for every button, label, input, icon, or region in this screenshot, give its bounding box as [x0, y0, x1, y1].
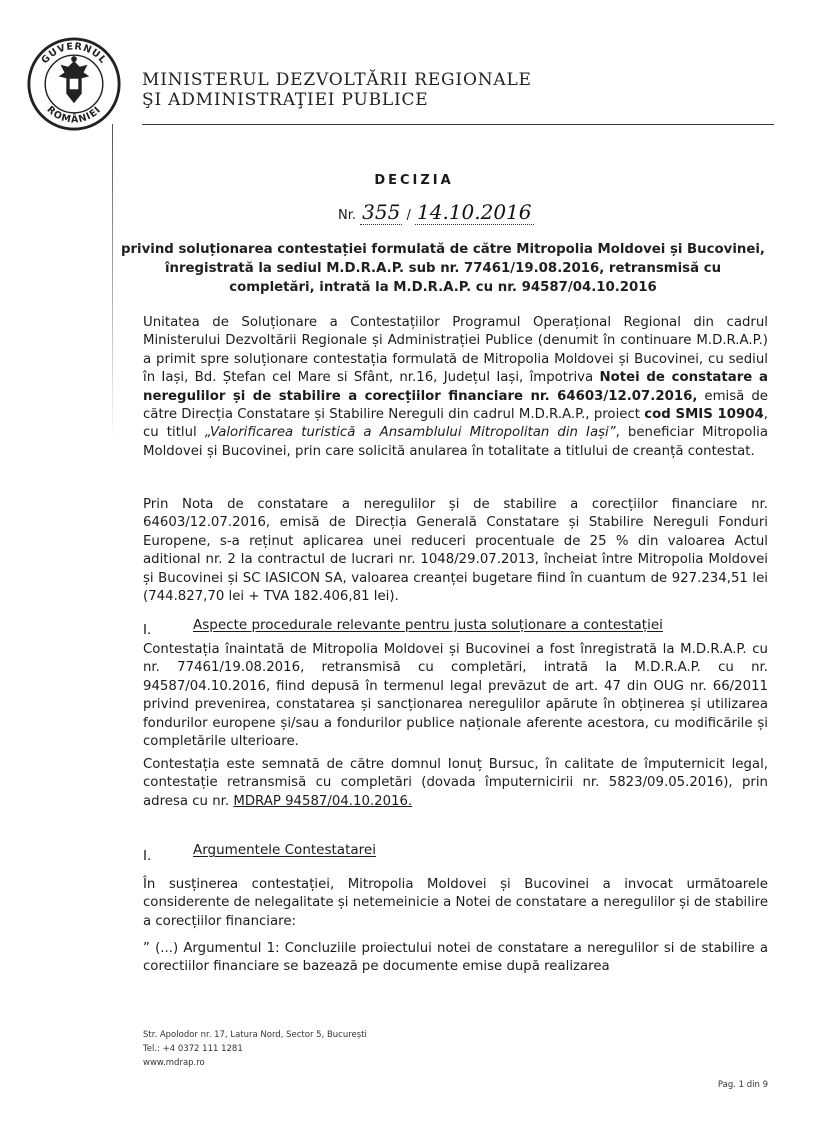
footer-address: Str. Apolodor nr. 17, Latura Nord, Sector 5, București — [143, 1030, 367, 1040]
section-2-number: I. — [143, 848, 152, 864]
handwritten-number: 355 — [362, 200, 401, 224]
page-number: Pag. 1 din 9 — [717, 1080, 768, 1090]
footer-phone: Tel.: +4 0372 111 1281 — [143, 1044, 243, 1054]
paragraph-note-summary: Prin Nota de constatare a neregulilor și de stabilire a corecțiilor financiare nr. 64603/12.07.2016, emisă de Direcția Generală Constatare și Stabilire Nereguli Fonduri Europene, s-a reținut aplicarea unei reduceri procentuale de 25 % din valoarea Actul aditional nr. 2 la contractul de lucrari nr. 1048/29.07.2013, încheiat între Mitropolia Moldovei și Bucovinei și SC IASICON SA, valoarea creanței bugetare fiind în cuantum de 927.234,51 lei (744.827,70 lei + TVA 182.406,81 lei). — [143, 497, 768, 605]
svg-text:ROMÂNIEI: ROMÂNIEI — [44, 104, 104, 126]
government-seal-logo — [26, 36, 122, 132]
footer-website: www.mdrap.ro — [143, 1058, 205, 1068]
side-divider — [112, 124, 113, 444]
p1-text-g: , beneficiar Mitropolia Moldovei și Bucovinei, prin care solicită anularea în totalitate a titlului de creanță contestat. — [143, 425, 768, 459]
paragraph-argument-1: ” (...) Argumentul 1: Concluziile proiectului notei de constatare a neregulilor si de stabilire a corectiilor financiare se bazează pe documente emise după realizarea — [143, 941, 768, 975]
p4-address-reference: MDRAP 94587/04.10.2016. — [233, 793, 413, 809]
document-title: DECIZIA — [374, 173, 454, 188]
p1-text-e: , cu titlul — [143, 407, 768, 441]
section-1-number: I. — [143, 622, 152, 638]
decision-subject: privind soluționarea contestației formulată de către Mitropolia Moldovei și Bucovinei, înregistrată la sediul M.D.R.A.P. sub nr. 77461/19.08.2016, retransmisă cu completări, intrată la M.D.R.A.P. cu nr. 94587/04.10.2016 — [120, 242, 765, 295]
header-divider — [142, 124, 774, 125]
section-1-title: Aspecte procedurale relevante pentru justa soluționare a contestației — [193, 617, 663, 633]
p1-text-c: emisă de către Direcția Constatare și Stabilire Nereguli din cadrul M.D.R.A.P., proiect — [143, 388, 768, 423]
p1-smis-code: cod SMIS 10904 — [644, 407, 764, 423]
p1-project-title: „Valorificarea turistică a Ansamblului Mitropolitan din Iași” — [204, 425, 616, 441]
ministry-name-line-2: ŞI ADMINISTRAŢIEI PUBLICE — [142, 90, 429, 110]
ministry-name-line-1: MINISTERUL DEZVOLTĂRII REGIONALE — [142, 70, 532, 90]
paragraph-intro — [143, 314, 768, 461]
svg-text:GUVERNUL: GUVERNUL — [39, 41, 109, 67]
paragraph-arguments-intro: În susținerea contestației, Mitropolia Moldovei și Bucovinei a invocat următoarele considerente de nelegalitate și netemeinicie a Notei de constatare a neregulilor și de stabilire a corecțiilor financiare: — [143, 877, 768, 929]
p1-note-reference: Notei de constatare a neregulilor și de stabilire a corecțiilor financiare nr. 64603/12.07.2016, — [143, 370, 768, 404]
paragraph-signature — [143, 756, 768, 811]
p4-text-a: Contestația este semnată de către domnul Ionuț Bursuc, în calitate de împuternicit legal, contestație retransmisă cu completări (dovada împuternicirii nr. 5823/09.05.2016), prin adresa cu nr. — [143, 757, 768, 809]
nr-separator: / — [406, 208, 411, 223]
decision-number-line — [338, 200, 534, 225]
handwritten-date: 14.10.2016 — [417, 200, 532, 224]
nr-label: Nr. — [338, 208, 357, 223]
paragraph-procedural: Contestația înaintată de Mitropolia Moldovei și Bucovinei a fost înregistrată la M.D.R.A.P. cu nr. 77461/19.08.2016, retransmisă cu completări, intrată la M.D.R.A.P. cu nr. 94587/04.10.2016, fiind depusă în termenul legal prevăzut de art. 47 din OUG nr. 66/2011 privind prevenirea, constatarea și sancționarea neregulilor apărute în obținerea și utilizarea fondurilor europene și/sau a fondurilor publice naționale aferente acestora, cu modificările și completările ulterioare. — [143, 642, 768, 750]
section-2-title: Argumentele Contestatarei — [193, 842, 376, 858]
p1-text-a: Unitatea de Soluționare a Contestațiilor Programul Operațional Regional din cadrul Ministerului Dezvoltării Regionale și Administrației Publice (denumit în continuare M.D.R.A.P.) a primit spre soluționare contestația formulată de Mitropolia Moldovei și Bucovinei, cu sediul în Iași, Bd. Ștefan cel Mare si Sfânt, nr.16, Județul Iași, împotriva — [143, 315, 768, 386]
